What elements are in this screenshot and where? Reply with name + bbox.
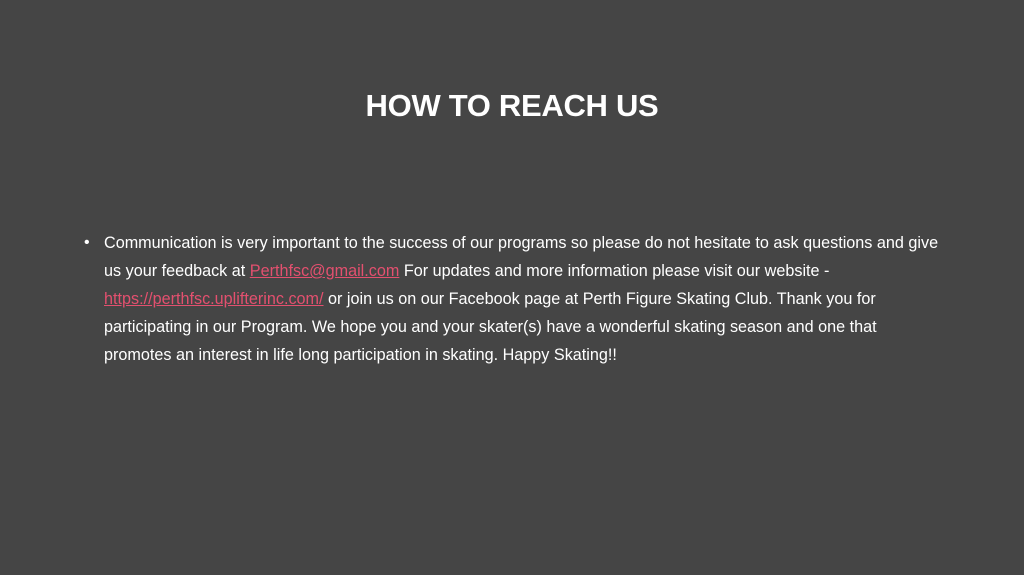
paragraph-text-2: For updates and more information please visit our website - [399, 262, 830, 280]
website-link[interactable]: https://perthfsc.uplifterinc.com/ [104, 290, 324, 308]
contact-paragraph [84, 229, 944, 369]
slide-body [84, 229, 944, 369]
paragraph-text-3: or join us on our Facebook page at Perth Figure Skating Club. Thank you for participating in our Program. We hope you and your skater(s) have a wonderful skating season and one that promotes an interest in life long participation in skating. Happy Skating!! [104, 290, 877, 364]
slide-title: HOW TO REACH US [365, 88, 659, 123]
email-link[interactable]: Perthfsc@gmail.com [249, 262, 400, 280]
paragraph-text-1: Communication is very important to the success of our programs so please do not hesitate to ask questions and give us your feedback at [104, 234, 939, 280]
bullet-point: • [84, 234, 90, 251]
